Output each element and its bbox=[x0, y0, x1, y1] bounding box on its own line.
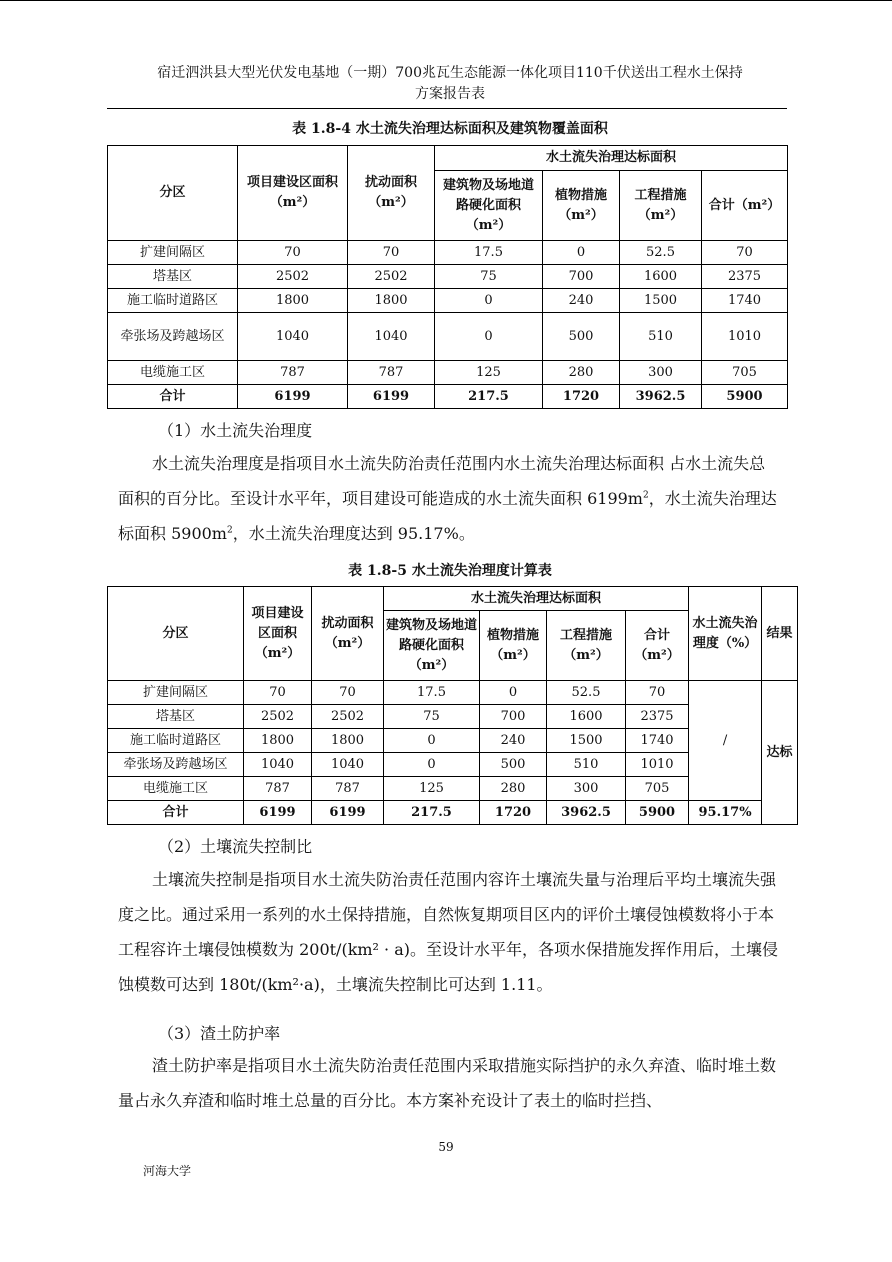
t1-cell: 17.5 bbox=[435, 241, 543, 265]
t1-cell: 2375 bbox=[702, 265, 788, 289]
t2-cell: 5900 bbox=[626, 801, 689, 825]
t2-head-sum: 合计（m²） bbox=[626, 611, 689, 681]
t2-cell: 500 bbox=[480, 753, 547, 777]
t1-cell: 217.5 bbox=[435, 385, 543, 409]
t2-cell: 合计 bbox=[108, 801, 244, 825]
table2-caption: 表 1.8-5 水土流失治理度计算表 bbox=[348, 563, 552, 579]
t1-head-sum: 合计（m²） bbox=[702, 171, 788, 241]
t2-cell: 280 bbox=[480, 777, 547, 801]
t1-cell: 1010 bbox=[702, 313, 788, 361]
section1-paragraph bbox=[118, 446, 780, 551]
t1-cell: 0 bbox=[435, 289, 543, 313]
t1-head-plant: 植物措施（m²） bbox=[543, 171, 620, 241]
t2-cell: 0 bbox=[384, 729, 480, 753]
t2-cell: 1040 bbox=[312, 753, 384, 777]
t1-cell: 扩建间隔区 bbox=[108, 241, 238, 265]
header-divider bbox=[107, 108, 787, 109]
t2-cell: 1800 bbox=[312, 729, 384, 753]
t2-cell: 787 bbox=[312, 777, 384, 801]
t1-cell: 787 bbox=[238, 361, 348, 385]
t2-cell: 70 bbox=[626, 681, 689, 705]
t2-head-plant: 植物措施（m²） bbox=[480, 611, 547, 681]
section2-heading: （2）土壤流失控制比 bbox=[158, 837, 313, 856]
t1-head-building: 建筑物及场地道路硬化面积（m²） bbox=[435, 171, 543, 241]
t2-cell: 2502 bbox=[244, 705, 312, 729]
t2-cell: 52.5 bbox=[547, 681, 626, 705]
t1-cell: 5900 bbox=[702, 385, 788, 409]
t2-cell: 1500 bbox=[547, 729, 626, 753]
table-row bbox=[108, 289, 788, 313]
t2-head-degree: 水土流失治理度（%） bbox=[689, 587, 762, 681]
table-row bbox=[108, 241, 788, 265]
section2-paragraph: 土壤流失控制是指项目水土流失防治责任范围内容许土壤流失量与治理后平均土壤流失强度之比。通过采用一系列的水土保持措施，自然恢复期项目区内的评价土壤侵蚀模数将小于本工程容许土壤侵蚀模数为 200t/(km² · a)。至设计水平年，各项水保措施发挥作用后，土壤侵蚀模数可达到 180t/(km²·a)，土壤流失控制比可达到 1.11。 bbox=[118, 870, 779, 994]
t1-cell: 3962.5 bbox=[620, 385, 702, 409]
t2-cell: 电缆施工区 bbox=[108, 777, 244, 801]
t1-cell: 6199 bbox=[348, 385, 435, 409]
t2-head-building: 建筑物及场地道路硬化面积（m²） bbox=[384, 611, 480, 681]
t1-cell: 280 bbox=[543, 361, 620, 385]
t2-cell: 17.5 bbox=[384, 681, 480, 705]
t1-cell: 1600 bbox=[620, 265, 702, 289]
t2-merged-degree: / bbox=[689, 681, 762, 801]
header-line-2: 方案报告表 bbox=[415, 86, 485, 102]
superscript: 2 bbox=[226, 525, 233, 536]
t1-cell: 2502 bbox=[238, 265, 348, 289]
t1-head-disturb: 扰动面积（m²） bbox=[348, 146, 435, 241]
t1-cell: 1500 bbox=[620, 289, 702, 313]
t1-cell: 1040 bbox=[238, 313, 348, 361]
t2-cell: 2375 bbox=[626, 705, 689, 729]
t2-cell: 1740 bbox=[626, 729, 689, 753]
t1-cell: 700 bbox=[543, 265, 620, 289]
t1-cell: 6199 bbox=[238, 385, 348, 409]
superscript: 2 bbox=[642, 490, 649, 501]
table-row bbox=[108, 313, 788, 361]
t1-cell: 牵张场及跨越场区 bbox=[108, 313, 238, 361]
t1-head-zone: 分区 bbox=[108, 146, 238, 241]
t2-cell: 施工临时道路区 bbox=[108, 729, 244, 753]
page-number: 59 bbox=[438, 1140, 454, 1154]
running-header bbox=[100, 63, 800, 105]
table-1-8-4 bbox=[107, 145, 788, 409]
t1-cell: 1740 bbox=[702, 289, 788, 313]
section1-text-b: ，水土流失治理达标面积 5900m bbox=[118, 489, 777, 543]
t2-cell: 牵张场及跨越场区 bbox=[108, 753, 244, 777]
t2-cell: 95.17% bbox=[689, 801, 762, 825]
t2-cell: 787 bbox=[244, 777, 312, 801]
t1-cell: 2502 bbox=[348, 265, 435, 289]
section1-heading: （1）水土流失治理度 bbox=[158, 421, 313, 440]
t2-cell: 0 bbox=[384, 753, 480, 777]
t2-cell: 1720 bbox=[480, 801, 547, 825]
table-row bbox=[108, 681, 798, 705]
t1-cell: 70 bbox=[238, 241, 348, 265]
t2-cell: 塔基区 bbox=[108, 705, 244, 729]
t1-cell: 1040 bbox=[348, 313, 435, 361]
t2-cell: 1800 bbox=[244, 729, 312, 753]
table-total-row bbox=[108, 801, 798, 825]
t2-head-group: 水土流失治理达标面积 bbox=[384, 587, 689, 611]
t2-cell: 1040 bbox=[244, 753, 312, 777]
t1-cell: 施工临时道路区 bbox=[108, 289, 238, 313]
t1-cell: 500 bbox=[543, 313, 620, 361]
t2-merged-result: 达标 bbox=[762, 681, 798, 825]
t1-cell: 125 bbox=[435, 361, 543, 385]
table-1-8-5 bbox=[107, 586, 798, 825]
header-line-1: 宿迁泗洪县大型光伏发电基地（一期）700兆瓦生态能源一体化项目110千伏送出工程水土保持 bbox=[157, 65, 743, 81]
t1-cell: 1800 bbox=[238, 289, 348, 313]
t2-cell: 75 bbox=[384, 705, 480, 729]
t2-cell: 217.5 bbox=[384, 801, 480, 825]
t2-cell: 705 bbox=[626, 777, 689, 801]
section1-text-a: 水土流失治理度是指项目水土流失防治责任范围内水土流失治理达标面积 占水土流失总面积的百分比。至设计水平年，项目建设可能造成的水土流失面积 6199m bbox=[118, 454, 766, 508]
t2-head-result: 结果 bbox=[762, 587, 798, 681]
t2-cell: 0 bbox=[480, 681, 547, 705]
table-total-row bbox=[108, 385, 788, 409]
t1-cell: 1800 bbox=[348, 289, 435, 313]
t2-cell: 6199 bbox=[312, 801, 384, 825]
t1-head-engineering: 工程措施（m²） bbox=[620, 171, 702, 241]
t1-cell: 787 bbox=[348, 361, 435, 385]
t1-cell: 塔基区 bbox=[108, 265, 238, 289]
t1-head-group: 水土流失治理达标面积 bbox=[435, 146, 788, 171]
top-border bbox=[0, 0, 892, 1]
t2-cell: 70 bbox=[312, 681, 384, 705]
footer-institution: 河海大学 bbox=[143, 1164, 192, 1178]
t2-cell: 700 bbox=[480, 705, 547, 729]
t1-cell: 510 bbox=[620, 313, 702, 361]
t2-cell: 300 bbox=[547, 777, 626, 801]
section3-paragraph: 渣土防护率是指项目水土流失防治责任范围内采取措施实际挡护的永久弃渣、临时堆土数量占永久弃渣和临时堆土总量的百分比。本方案补充设计了表土的临时拦挡、 bbox=[118, 1056, 777, 1110]
t1-cell: 75 bbox=[435, 265, 543, 289]
t1-cell: 70 bbox=[702, 241, 788, 265]
table1-caption: 表 1.8-4 水土流失治理达标面积及建筑物覆盖面积 bbox=[292, 121, 608, 137]
t2-cell: 125 bbox=[384, 777, 480, 801]
t1-cell: 300 bbox=[620, 361, 702, 385]
t2-cell: 70 bbox=[244, 681, 312, 705]
t2-cell: 1600 bbox=[547, 705, 626, 729]
t2-cell: 扩建间隔区 bbox=[108, 681, 244, 705]
t2-cell: 510 bbox=[547, 753, 626, 777]
t1-cell: 0 bbox=[435, 313, 543, 361]
t1-cell: 70 bbox=[348, 241, 435, 265]
t2-cell: 240 bbox=[480, 729, 547, 753]
t2-cell: 2502 bbox=[312, 705, 384, 729]
t1-cell: 705 bbox=[702, 361, 788, 385]
t1-cell: 1720 bbox=[543, 385, 620, 409]
t2-head-engineering: 工程措施（m²） bbox=[547, 611, 626, 681]
t2-head-area: 项目建设区面积（m²） bbox=[244, 587, 312, 681]
t1-cell: 电缆施工区 bbox=[108, 361, 238, 385]
t1-head-area: 项目建设区面积（m²） bbox=[238, 146, 348, 241]
t2-cell: 1010 bbox=[626, 753, 689, 777]
section3-heading: （3）渣土防护率 bbox=[158, 1024, 281, 1043]
t2-head-zone: 分区 bbox=[108, 587, 244, 681]
t2-head-disturb: 扰动面积（m²） bbox=[312, 587, 384, 681]
table-row bbox=[108, 361, 788, 385]
t2-cell: 6199 bbox=[244, 801, 312, 825]
t1-cell: 240 bbox=[543, 289, 620, 313]
t1-cell: 52.5 bbox=[620, 241, 702, 265]
section1-text-c: ，水土流失治理度达到 95.17%。 bbox=[232, 524, 475, 543]
t2-cell: 3962.5 bbox=[547, 801, 626, 825]
t1-cell: 0 bbox=[543, 241, 620, 265]
t1-cell: 合计 bbox=[108, 385, 238, 409]
table-row bbox=[108, 265, 788, 289]
